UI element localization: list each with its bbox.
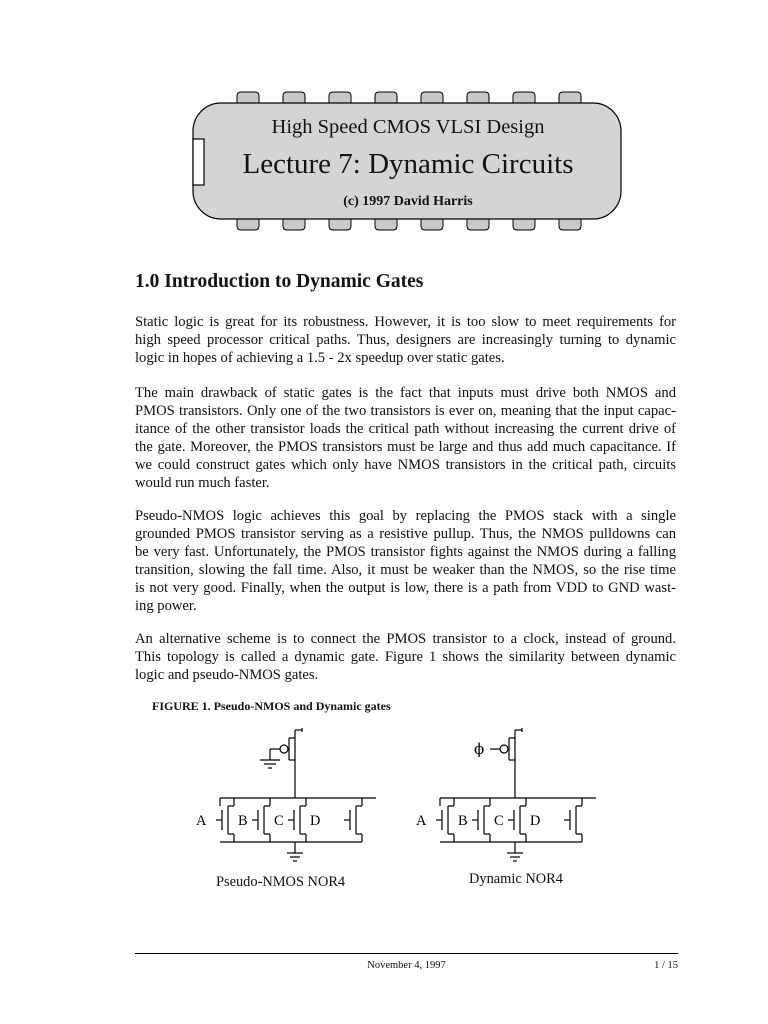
footer-date: November 4, 1997 bbox=[367, 960, 446, 971]
text-line: ing power. bbox=[135, 598, 197, 614]
chip-pin-bottom bbox=[329, 218, 351, 230]
chip-pin-top bbox=[329, 92, 351, 104]
text-line: the gate. Moreover, the PMOS transistors must be large and thus add much capacitance. If bbox=[135, 439, 676, 455]
input-label-c: C bbox=[274, 813, 284, 829]
footer-rule bbox=[135, 953, 678, 954]
chip-pin-bottom bbox=[283, 218, 305, 230]
input-label-a: A bbox=[416, 813, 427, 829]
pmos-gate-bubble bbox=[280, 745, 288, 753]
figure-1-schematic bbox=[180, 718, 620, 878]
chip-pin-bottom bbox=[375, 218, 397, 230]
paragraph-2 bbox=[135, 384, 676, 492]
chip-pin-top bbox=[467, 92, 489, 104]
input-label-b: B bbox=[238, 813, 248, 829]
paragraph-4 bbox=[135, 630, 676, 684]
chip-pin-top bbox=[421, 92, 443, 104]
text-line: itance of the other transistor loads the critical path without increasing the current drive of bbox=[135, 421, 676, 437]
input-label-d: D bbox=[310, 813, 321, 829]
figure-caption: FIGURE 1. Pseudo-NMOS and Dynamic gates bbox=[152, 699, 391, 713]
text-line: would run much faster. bbox=[135, 475, 270, 491]
chip-pin-top bbox=[559, 92, 581, 104]
text-line: we could construct gates which only have NMOS transistors in the critical path, circuits bbox=[135, 457, 676, 473]
text-line: An alternative scheme is to connect the PMOS transistor to a clock, instead of ground. bbox=[135, 631, 676, 647]
chip-pin-bottom bbox=[467, 218, 489, 230]
text-line: This topology is called a dynamic gate. Figure 1 shows the similarity between dynamic bbox=[135, 649, 676, 665]
pseudo-nmos-nor4-circuit bbox=[196, 728, 376, 861]
course-title: High Speed CMOS VLSI Design bbox=[271, 116, 545, 138]
chip-pin-bottom bbox=[237, 218, 259, 230]
section-heading: 1.0 Introduction to Dynamic Gates bbox=[135, 271, 424, 292]
text-line: transition, slowing the fall time. Also, it must be weaker than the NMOS, so the rise time bbox=[135, 562, 676, 578]
chip-pin-top bbox=[513, 92, 535, 104]
chip-pin-top bbox=[237, 92, 259, 104]
dynamic-nor4-label: Dynamic NOR4 bbox=[469, 871, 563, 887]
copyright-line: (c) 1997 David Harris bbox=[343, 194, 473, 209]
input-label-c: C bbox=[494, 813, 504, 829]
text-line: The main drawback of static gates is the fact that inputs must drive both NMOS and bbox=[135, 385, 676, 401]
clock-phi-label: ϕ bbox=[474, 740, 485, 758]
paragraph-1 bbox=[135, 313, 676, 367]
text-line: logic in hopes of achieving a 1.5 - 2x speedup over static gates. bbox=[135, 350, 505, 366]
chip-pin-top bbox=[375, 92, 397, 104]
pmos-gate-bubble bbox=[500, 745, 508, 753]
chip-pin-bottom bbox=[421, 218, 443, 230]
input-label-b: B bbox=[458, 813, 468, 829]
chip-pin-top bbox=[283, 92, 305, 104]
chip-pin-bottom bbox=[513, 218, 535, 230]
input-label-d: D bbox=[530, 813, 541, 829]
text-line: high speed processor critical paths. Thus, designers are increasingly turning to dynamic bbox=[135, 332, 676, 348]
text-line: PMOS transistors. Only one of the two transistors is ever on, meaning that the input capac- bbox=[135, 403, 676, 419]
text-line: logic and pseudo-NMOS gates. bbox=[135, 667, 319, 683]
page-number: 1 / 15 bbox=[654, 960, 678, 971]
text-line: Static logic is great for its robustness. However, it is too slow to meet requirements for bbox=[135, 314, 676, 330]
input-label-a: A bbox=[196, 813, 207, 829]
dynamic-nor4-circuit bbox=[416, 728, 596, 861]
pseudo-nmos-label: Pseudo-NMOS NOR4 bbox=[216, 874, 346, 890]
paragraph-3 bbox=[135, 507, 676, 615]
lecture-title: Lecture 7: Dynamic Circuits bbox=[242, 148, 574, 180]
chip-pin-bottom bbox=[559, 218, 581, 230]
text-line: be very fast. Unfortunately, the PMOS transistor fights against the NMOS during a falling bbox=[135, 544, 676, 560]
text-line: Pseudo-NMOS logic achieves this goal by replacing the PMOS stack with a single bbox=[135, 508, 676, 524]
text-line: is not very good. Finally, when the output is low, there is a path from VDD to GND wast- bbox=[135, 580, 676, 596]
text-line: grounded PMOS transistor serving as a resistive pullup. Thus, the NMOS pulldowns can bbox=[135, 526, 676, 542]
